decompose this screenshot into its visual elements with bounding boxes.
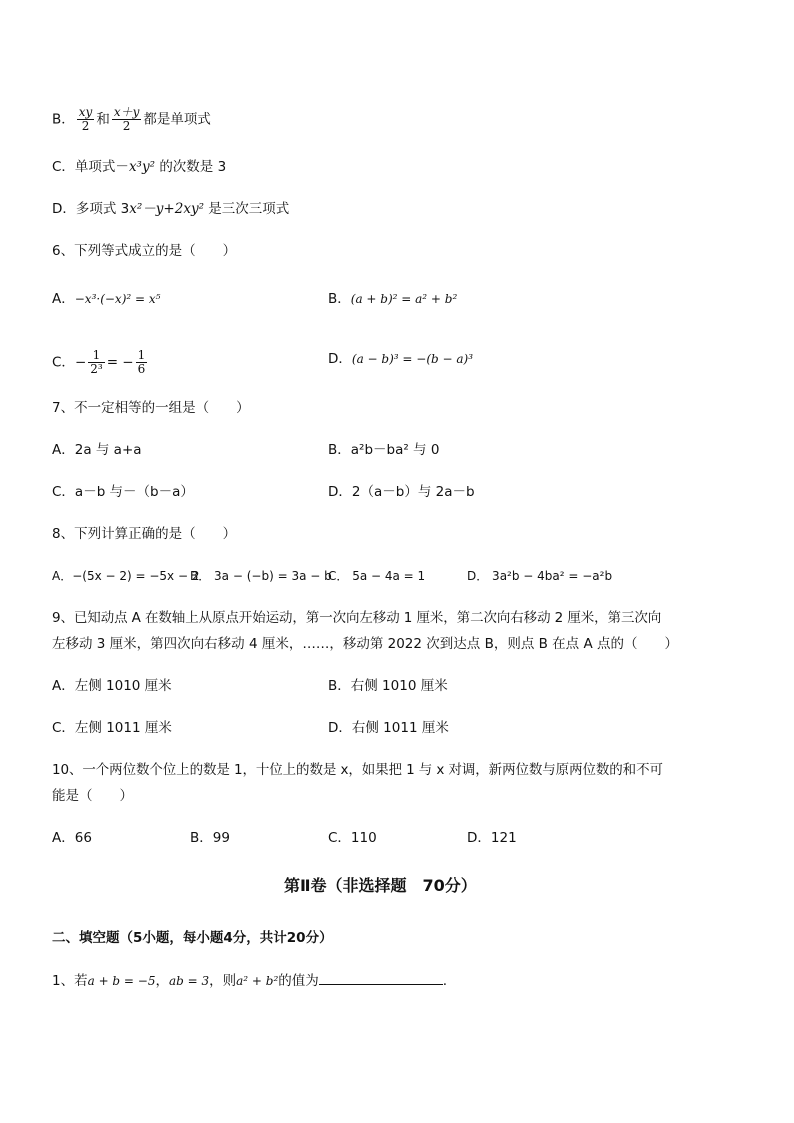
q9-option-a: A．左侧 1010 厘米 [52,678,172,694]
q7-option-b: B．a²b－ba² 与 0 [328,442,440,458]
q7-option-c: C．a－b 与－（b－a） [52,484,194,500]
q5-option-c: C．单项式－x³y² 的次数是 3 [52,159,227,175]
fraction-xy-over-2: $\frac{xy}{2}$ [78,105,93,133]
q7-option-a: A．2a 与 a+a [52,442,142,458]
fraction-1-over-2-cubed: $\frac{1}{\text{2³}}$ [90,348,103,376]
fraction-1-over-6: $\frac{1}{6}$ [137,348,146,376]
q5-option-b: B． $\frac{xy}{2}$ 和 $\frac{x+y}{2}$ 都是单项式 [52,105,211,133]
section-heading: 二、填空题（5小题，每小题4分，共计20分） [52,930,333,946]
q7-option-d: D．2（a－b）与 2a－b [328,484,475,500]
q9-stem-line2: 左移动 3 厘米，第四次向右移动 4 厘米，……，移动第 2022 次到达点 B，则点 B 在点 A 点的（ ） [52,636,678,652]
q10-stem-line2: 能是（ ） [52,788,133,804]
q8-stem: 8、下列计算正确的是（ ） [52,526,237,542]
q6-option-c: C．− $\frac{1}{\text{2³}}$ = − $\frac{1}{6}$ [52,348,146,376]
fraction-x-plus-y-over-2: $\frac{x+y}{2}$ [113,105,140,133]
q9-option-d: D．右侧 1011 厘米 [328,720,449,736]
q8-option-d: D． 3a²b − 4ba² = −a²b [467,569,613,583]
answer-blank[interactable] [319,972,443,985]
q10-option-a: A．66 [52,830,92,846]
q6-option-b: B．(a + b)² = a² + b² [328,291,458,307]
fill-question-1: 1、若a + b = −5，ab = 3，则a² + b²的值为 . [52,973,448,989]
q9-option-c: C．左侧 1011 厘米 [52,720,172,736]
option-label: B． [52,111,75,128]
q10-stem-line1: 10、一个两位数个位上的数是 1，十位上的数是 x，如果把 1 与 x 对调，新两位数与原两位数的和不可 [52,762,663,778]
q5-option-d: D．多项式 3x²－y+2xy² 是三次三项式 [52,201,290,217]
q6-option-d: D．(a − b)³ = −(b − a)³ [328,351,474,367]
q10-option-c: C．110 [328,830,377,846]
q7-stem: 7、不一定相等的一组是（ ） [52,400,250,416]
q10-option-d: D．121 [467,830,517,846]
q10-option-b: B．99 [190,830,230,846]
section-title: 第Ⅱ卷（非选择题 70分） [284,876,477,895]
q8-option-a: A．−(5x − 2) = −5x − 2 [52,569,200,583]
q8-option-b: B． 3a − (−b) = 3a − b [190,569,332,583]
q9-stem-line1: 9、已知动点 A 在数轴上从原点开始运动，第一次向左移动 1 厘米，第二次向右移动 2 厘米，第三次向 [52,610,662,626]
q6-stem: 6、下列等式成立的是（ ） [52,243,237,259]
q8-option-c: C． 5a − 4a = 1 [328,569,426,583]
q6-option-a: A．−x³·(−x)² = x⁵ [52,291,161,307]
q9-option-b: B．右侧 1010 厘米 [328,678,448,694]
